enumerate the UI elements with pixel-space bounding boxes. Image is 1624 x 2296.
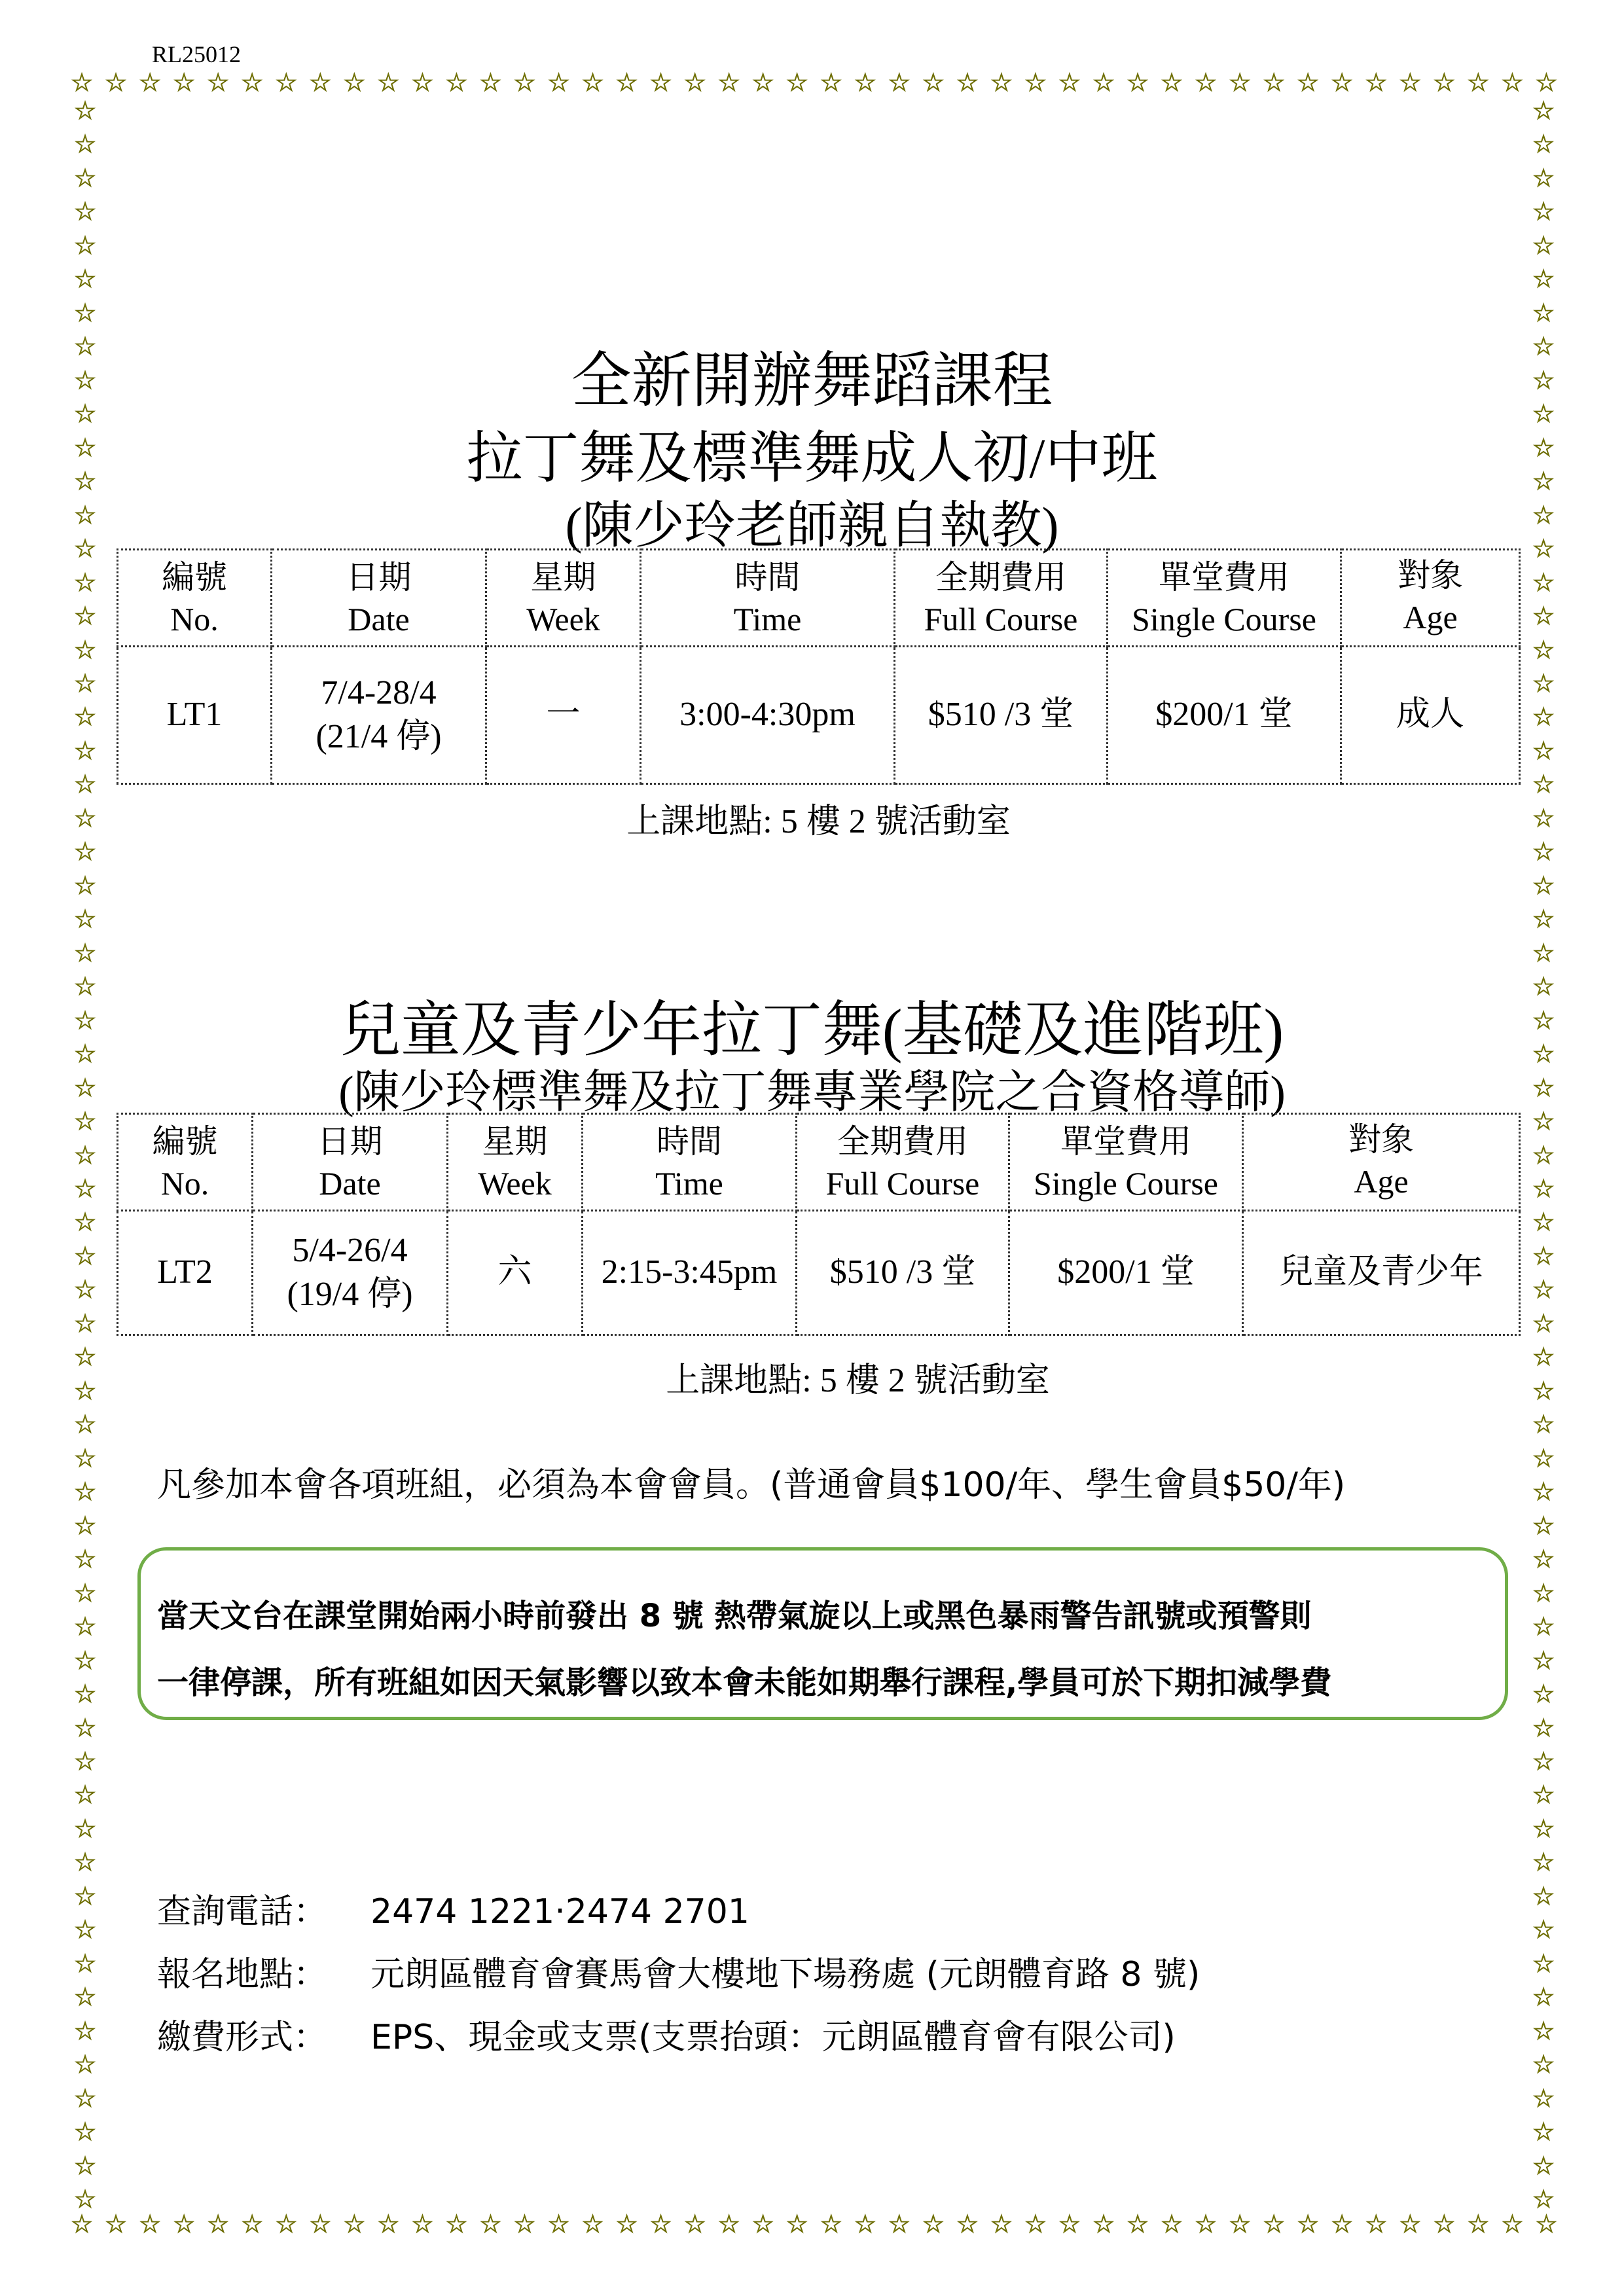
star-icon: ☆ — [73, 1948, 97, 1978]
star-icon: ☆ — [615, 68, 638, 97]
star-icon: ☆ — [207, 2210, 230, 2238]
star-icon: ☆ — [73, 467, 97, 496]
star-icon: ☆ — [751, 68, 774, 97]
cell-full-fee: $510 /3 堂 — [895, 647, 1108, 784]
star-icon: ☆ — [513, 2210, 536, 2238]
header-no: 編號 No. — [118, 550, 272, 647]
star-icon: ☆ — [73, 298, 97, 327]
star-icon: ☆ — [343, 68, 366, 97]
star-icon: ☆ — [1532, 2050, 1555, 2079]
star-icon: ☆ — [1532, 163, 1555, 192]
registration-label: 報名地點： — [157, 1955, 328, 1994]
star-icon: ☆ — [1532, 1881, 1555, 1910]
cell-no: LT2 — [118, 1211, 253, 1335]
star-icon: ☆ — [956, 2210, 979, 2238]
star-icon: ☆ — [73, 96, 97, 125]
star-icon: ☆ — [73, 668, 97, 698]
star-icon: ☆ — [309, 2210, 332, 2238]
star-icon: ☆ — [1532, 1241, 1555, 1270]
star-icon: ☆ — [1532, 668, 1555, 698]
star-icon: ☆ — [73, 163, 97, 192]
star-icon: ☆ — [1532, 1208, 1555, 1237]
star-icon: ☆ — [73, 1814, 97, 1843]
course2-instructor: (陳少玲標準舞及拉丁舞專業學院之合資格導師) — [338, 1067, 1286, 1118]
star-icon: ☆ — [1161, 2210, 1183, 2238]
contact-registration — [157, 1946, 1200, 1996]
star-icon: ☆ — [73, 2083, 97, 2113]
star-icon: ☆ — [73, 332, 97, 361]
star-border-bottom — [71, 2210, 1558, 2238]
star-icon: ☆ — [1532, 1275, 1555, 1304]
star-icon: ☆ — [1365, 2210, 1388, 2238]
star-icon: ☆ — [73, 938, 97, 967]
table-row — [118, 647, 1520, 784]
star-icon: ☆ — [377, 2210, 400, 2238]
table-row — [118, 1211, 1520, 1335]
star-icon: ☆ — [1195, 68, 1218, 97]
star-icon: ☆ — [73, 567, 97, 597]
star-icon: ☆ — [1532, 2117, 1555, 2147]
course1-table — [117, 548, 1521, 785]
star-icon: ☆ — [1532, 1612, 1555, 1641]
star-icon: ☆ — [1532, 702, 1555, 732]
star-icon: ☆ — [73, 870, 97, 900]
cell-time: 3:00-4:30pm — [641, 647, 895, 784]
star-icon: ☆ — [1532, 332, 1555, 361]
star-icon: ☆ — [1399, 68, 1422, 97]
star-icon: ☆ — [513, 68, 536, 97]
star-icon: ☆ — [888, 68, 911, 97]
star-icon: ☆ — [1532, 1915, 1555, 1945]
star-icon: ☆ — [445, 2210, 468, 2238]
star-icon: ☆ — [73, 365, 97, 395]
star-icon: ☆ — [73, 1578, 97, 1607]
header-single-course: 單堂費用 Single Course — [1009, 1114, 1243, 1211]
star-icon: ☆ — [649, 2210, 672, 2238]
star-icon: ☆ — [1501, 68, 1524, 97]
contact-phone — [157, 1884, 749, 1933]
star-icon: ☆ — [73, 1982, 97, 2012]
star-icon: ☆ — [73, 1174, 97, 1203]
star-icon: ☆ — [1532, 197, 1555, 226]
cell-full-fee: $510 /3 堂 — [797, 1211, 1009, 1335]
cell-single-fee: $200/1 堂 — [1108, 647, 1341, 784]
star-icon: ☆ — [1058, 68, 1081, 97]
star-icon: ☆ — [73, 1241, 97, 1270]
star-icon: ☆ — [1532, 2151, 1555, 2180]
table-header-row — [118, 1114, 1520, 1211]
cell-age: 成人 — [1341, 647, 1520, 784]
cell-date: 5/4-26/4 (19/4 停) — [253, 1211, 448, 1335]
header-age: 對象 Age — [1341, 550, 1520, 647]
star-icon: ☆ — [1532, 1443, 1555, 1473]
reference-code: RL25012 — [152, 41, 242, 67]
star-icon: ☆ — [105, 2210, 128, 2238]
star-icon: ☆ — [922, 2210, 945, 2238]
star-icon: ☆ — [1532, 1073, 1555, 1102]
star-icon: ☆ — [73, 1545, 97, 1574]
star-icon: ☆ — [73, 2151, 97, 2180]
star-icon: ☆ — [1263, 68, 1286, 97]
star-icon: ☆ — [411, 2210, 434, 2238]
star-icon: ☆ — [1532, 1410, 1555, 1439]
cell-week: 一 — [486, 647, 641, 784]
star-icon: ☆ — [73, 264, 97, 294]
star-icon: ☆ — [139, 68, 162, 97]
star-icon: ☆ — [1532, 1174, 1555, 1203]
star-icon: ☆ — [73, 1005, 97, 1035]
star-icon: ☆ — [73, 770, 97, 799]
star-icon: ☆ — [73, 1308, 97, 1338]
star-icon: ☆ — [73, 736, 97, 765]
star-icon: ☆ — [73, 2016, 97, 2045]
star-icon: ☆ — [1263, 2210, 1286, 2238]
star-icon: ☆ — [1532, 1578, 1555, 1607]
star-icon: ☆ — [73, 601, 97, 631]
star-icon: ☆ — [1024, 2210, 1047, 2238]
registration-value: 元朗區體育會賽馬會大樓地下場務處 (元朗體育路 8 號) — [370, 1955, 1200, 1994]
star-icon: ☆ — [73, 1679, 97, 1709]
header-week: 星期 Week — [448, 1114, 583, 1211]
star-icon: ☆ — [73, 1376, 97, 1405]
contact-payment — [157, 2009, 1176, 2058]
star-icon: ☆ — [309, 68, 332, 97]
star-icon: ☆ — [1532, 905, 1555, 934]
star-icon: ☆ — [241, 2210, 264, 2238]
star-icon: ☆ — [73, 1713, 97, 1742]
star-icon: ☆ — [1532, 298, 1555, 327]
cell-date: 7/4-28/4 (21/4 停) — [272, 647, 486, 784]
star-icon: ☆ — [71, 68, 94, 97]
course1-title: 全新開辦舞蹈課程 — [571, 348, 1053, 414]
star-icon: ☆ — [547, 68, 570, 97]
header-week: 星期 Week — [486, 550, 641, 647]
star-icon: ☆ — [73, 635, 97, 664]
star-icon: ☆ — [241, 68, 264, 97]
header-full-course: 全期費用 Full Course — [895, 550, 1108, 647]
star-icon: ☆ — [73, 1410, 97, 1439]
course1-venue: 上課地點: 5 樓 2 號活動室 — [626, 803, 1011, 840]
star-icon: ☆ — [1058, 2210, 1081, 2238]
star-icon: ☆ — [1532, 2016, 1555, 2045]
star-icon: ☆ — [717, 68, 740, 97]
header-time: 時間 Time — [641, 550, 895, 647]
star-icon: ☆ — [73, 197, 97, 226]
star-icon: ☆ — [1532, 1308, 1555, 1338]
star-icon: ☆ — [649, 68, 672, 97]
star-icon: ☆ — [956, 68, 979, 97]
star-icon: ☆ — [1532, 1780, 1555, 1810]
star-icon: ☆ — [73, 702, 97, 732]
star-icon: ☆ — [1532, 467, 1555, 496]
star-icon: ☆ — [1195, 2210, 1218, 2238]
cell-single-fee: $200/1 堂 — [1009, 1211, 1243, 1335]
star-icon: ☆ — [1532, 1107, 1555, 1136]
star-icon: ☆ — [73, 500, 97, 529]
star-icon: ☆ — [73, 1612, 97, 1641]
star-icon: ☆ — [71, 2210, 94, 2238]
star-icon: ☆ — [547, 2210, 570, 2238]
star-icon: ☆ — [1532, 1645, 1555, 1675]
header-date: 日期 Date — [253, 1114, 448, 1211]
star-icon: ☆ — [479, 68, 502, 97]
header-age: 對象 Age — [1243, 1114, 1520, 1211]
star-icon: ☆ — [820, 68, 842, 97]
star-icon: ☆ — [1433, 2210, 1456, 2238]
star-icon: ☆ — [275, 2210, 298, 2238]
header-time: 時間 Time — [583, 1114, 797, 1211]
star-icon: ☆ — [73, 399, 97, 429]
star-icon: ☆ — [1331, 68, 1354, 97]
star-icon: ☆ — [1092, 68, 1115, 97]
star-icon: ☆ — [73, 1107, 97, 1136]
phone-label: 查詢電話： — [157, 1892, 328, 1931]
course1-instructor: (陳少玲老師親自執教) — [565, 497, 1059, 554]
star-icon: ☆ — [411, 68, 434, 97]
star-icon: ☆ — [751, 2210, 774, 2238]
star-icon: ☆ — [1532, 96, 1555, 125]
star-icon: ☆ — [1532, 1342, 1555, 1372]
star-icon: ☆ — [854, 2210, 876, 2238]
star-icon: ☆ — [1229, 68, 1252, 97]
star-icon: ☆ — [207, 68, 230, 97]
cell-age: 兒童及青少年 — [1243, 1211, 1520, 1335]
star-icon: ☆ — [1532, 972, 1555, 1001]
header-no: 編號 No. — [118, 1114, 253, 1211]
star-icon: ☆ — [73, 837, 97, 867]
star-icon: ☆ — [683, 68, 706, 97]
star-icon: ☆ — [1532, 1477, 1555, 1507]
star-icon: ☆ — [1532, 1511, 1555, 1540]
star-icon: ☆ — [73, 1140, 97, 1170]
star-icon: ☆ — [1532, 433, 1555, 462]
star-icon: ☆ — [73, 433, 97, 462]
course2-title: 兒童及青少年拉丁舞(基礎及進階班) — [340, 997, 1284, 1064]
payment-value: EPS、現金或支票(支票抬頭：元朗區體育會有限公司) — [370, 2018, 1176, 2057]
star-icon: ☆ — [173, 2210, 196, 2238]
star-icon: ☆ — [1532, 736, 1555, 765]
star-icon: ☆ — [683, 2210, 706, 2238]
star-icon: ☆ — [73, 130, 97, 159]
star-icon: ☆ — [73, 1511, 97, 1540]
star-border-top — [71, 68, 1558, 97]
star-icon: ☆ — [785, 2210, 808, 2238]
star-icon: ☆ — [1532, 635, 1555, 664]
star-icon: ☆ — [479, 2210, 502, 2238]
star-icon: ☆ — [1532, 1005, 1555, 1035]
star-icon: ☆ — [1532, 500, 1555, 529]
star-icon: ☆ — [1532, 1948, 1555, 1978]
star-icon: ☆ — [1467, 68, 1490, 97]
star-icon: ☆ — [1297, 2210, 1320, 2238]
cell-no: LT1 — [118, 647, 272, 784]
cell-time: 2:15-3:45pm — [583, 1211, 797, 1335]
star-icon: ☆ — [1467, 2210, 1490, 2238]
star-icon: ☆ — [73, 1039, 97, 1069]
star-icon: ☆ — [73, 1848, 97, 1877]
star-icon: ☆ — [1532, 1545, 1555, 1574]
star-icon: ☆ — [73, 803, 97, 833]
star-icon: ☆ — [1532, 870, 1555, 900]
star-icon: ☆ — [445, 68, 468, 97]
star-icon: ☆ — [73, 2117, 97, 2147]
star-icon: ☆ — [1532, 1814, 1555, 1843]
course2-table — [117, 1113, 1521, 1336]
star-icon: ☆ — [73, 1780, 97, 1810]
star-icon: ☆ — [1532, 1713, 1555, 1742]
star-icon: ☆ — [1229, 2210, 1252, 2238]
header-single-course: 單堂費用 Single Course — [1108, 550, 1341, 647]
star-icon: ☆ — [73, 1881, 97, 1910]
star-icon: ☆ — [854, 68, 876, 97]
star-icon: ☆ — [377, 68, 400, 97]
star-icon: ☆ — [888, 2210, 911, 2238]
star-icon: ☆ — [73, 1208, 97, 1237]
course1-subtitle: 拉丁舞及標準舞成人初/中班 — [466, 427, 1158, 490]
star-icon: ☆ — [1365, 68, 1388, 97]
star-icon: ☆ — [73, 905, 97, 934]
star-icon: ☆ — [1399, 2210, 1422, 2238]
star-icon: ☆ — [615, 2210, 638, 2238]
star-icon: ☆ — [1532, 770, 1555, 799]
star-icon: ☆ — [1126, 2210, 1149, 2238]
star-icon: ☆ — [1532, 230, 1555, 260]
star-icon: ☆ — [785, 68, 808, 97]
star-icon: ☆ — [1532, 1376, 1555, 1405]
star-icon: ☆ — [1532, 1848, 1555, 1877]
star-icon: ☆ — [173, 68, 196, 97]
star-icon: ☆ — [139, 2210, 162, 2238]
star-icon: ☆ — [73, 1645, 97, 1675]
star-icon: ☆ — [73, 534, 97, 564]
star-icon: ☆ — [1532, 1140, 1555, 1170]
star-icon: ☆ — [1532, 1679, 1555, 1709]
weather-warning-line1: 當天文台在課堂開始兩小時前發出 8 號 熱帶氣旋以上或黑色暴雨警告訊號或預警則 — [157, 1598, 1312, 1634]
star-icon: ☆ — [1532, 365, 1555, 395]
star-icon: ☆ — [990, 68, 1013, 97]
star-icon: ☆ — [1532, 130, 1555, 159]
star-icon: ☆ — [1532, 264, 1555, 294]
star-icon: ☆ — [1532, 2083, 1555, 2113]
star-icon: ☆ — [1024, 68, 1047, 97]
star-icon: ☆ — [1532, 567, 1555, 597]
phone-value: 2474 1221‧2474 2701 — [370, 1892, 749, 1931]
star-icon: ☆ — [1532, 1039, 1555, 1069]
star-icon: ☆ — [73, 1275, 97, 1304]
star-icon: ☆ — [1161, 68, 1183, 97]
star-icon: ☆ — [1532, 601, 1555, 631]
header-date: 日期 Date — [272, 550, 486, 647]
star-icon: ☆ — [922, 68, 945, 97]
star-icon: ☆ — [581, 2210, 604, 2238]
star-icon: ☆ — [275, 68, 298, 97]
star-icon: ☆ — [1532, 2185, 1555, 2214]
star-icon: ☆ — [1532, 1746, 1555, 1776]
star-icon: ☆ — [717, 2210, 740, 2238]
star-icon: ☆ — [73, 230, 97, 260]
table-header-row — [118, 550, 1520, 647]
star-icon: ☆ — [990, 2210, 1013, 2238]
star-icon: ☆ — [73, 1746, 97, 1776]
course2-venue: 上課地點: 5 樓 2 號活動室 — [666, 1362, 1050, 1399]
star-icon: ☆ — [1126, 68, 1149, 97]
star-icon: ☆ — [1331, 2210, 1354, 2238]
star-icon: ☆ — [1433, 68, 1456, 97]
cell-week: 六 — [448, 1211, 583, 1335]
star-icon: ☆ — [820, 2210, 842, 2238]
weather-warning-line2: 一律停課，所有班組如因天氣影響以致本會未能如期舉行課程,學員可於下期扣減學費 — [157, 1664, 1332, 1701]
star-icon: ☆ — [1535, 2210, 1558, 2238]
star-icon: ☆ — [73, 1443, 97, 1473]
star-icon: ☆ — [1532, 399, 1555, 429]
star-icon: ☆ — [1532, 803, 1555, 833]
star-icon: ☆ — [73, 2050, 97, 2079]
star-icon: ☆ — [73, 2185, 97, 2214]
star-icon: ☆ — [73, 1342, 97, 1372]
star-icon: ☆ — [73, 1073, 97, 1102]
payment-label: 繳費形式： — [157, 2018, 328, 2057]
star-icon: ☆ — [73, 972, 97, 1001]
star-icon: ☆ — [343, 2210, 366, 2238]
star-icon: ☆ — [105, 68, 128, 97]
star-icon: ☆ — [1532, 534, 1555, 564]
star-icon: ☆ — [1532, 938, 1555, 967]
star-icon: ☆ — [1532, 837, 1555, 867]
star-icon: ☆ — [1297, 68, 1320, 97]
membership-note: 凡參加本會各項班組，必須為本會會員。(普通會員$100/年、學生會員$50/年) — [157, 1465, 1346, 1505]
star-icon: ☆ — [1501, 2210, 1524, 2238]
star-icon: ☆ — [73, 1477, 97, 1507]
star-icon: ☆ — [1535, 68, 1558, 97]
star-icon: ☆ — [581, 68, 604, 97]
star-icon: ☆ — [1092, 2210, 1115, 2238]
header-full-course: 全期費用 Full Course — [797, 1114, 1009, 1211]
star-icon: ☆ — [73, 1915, 97, 1945]
star-icon: ☆ — [1532, 1982, 1555, 2012]
